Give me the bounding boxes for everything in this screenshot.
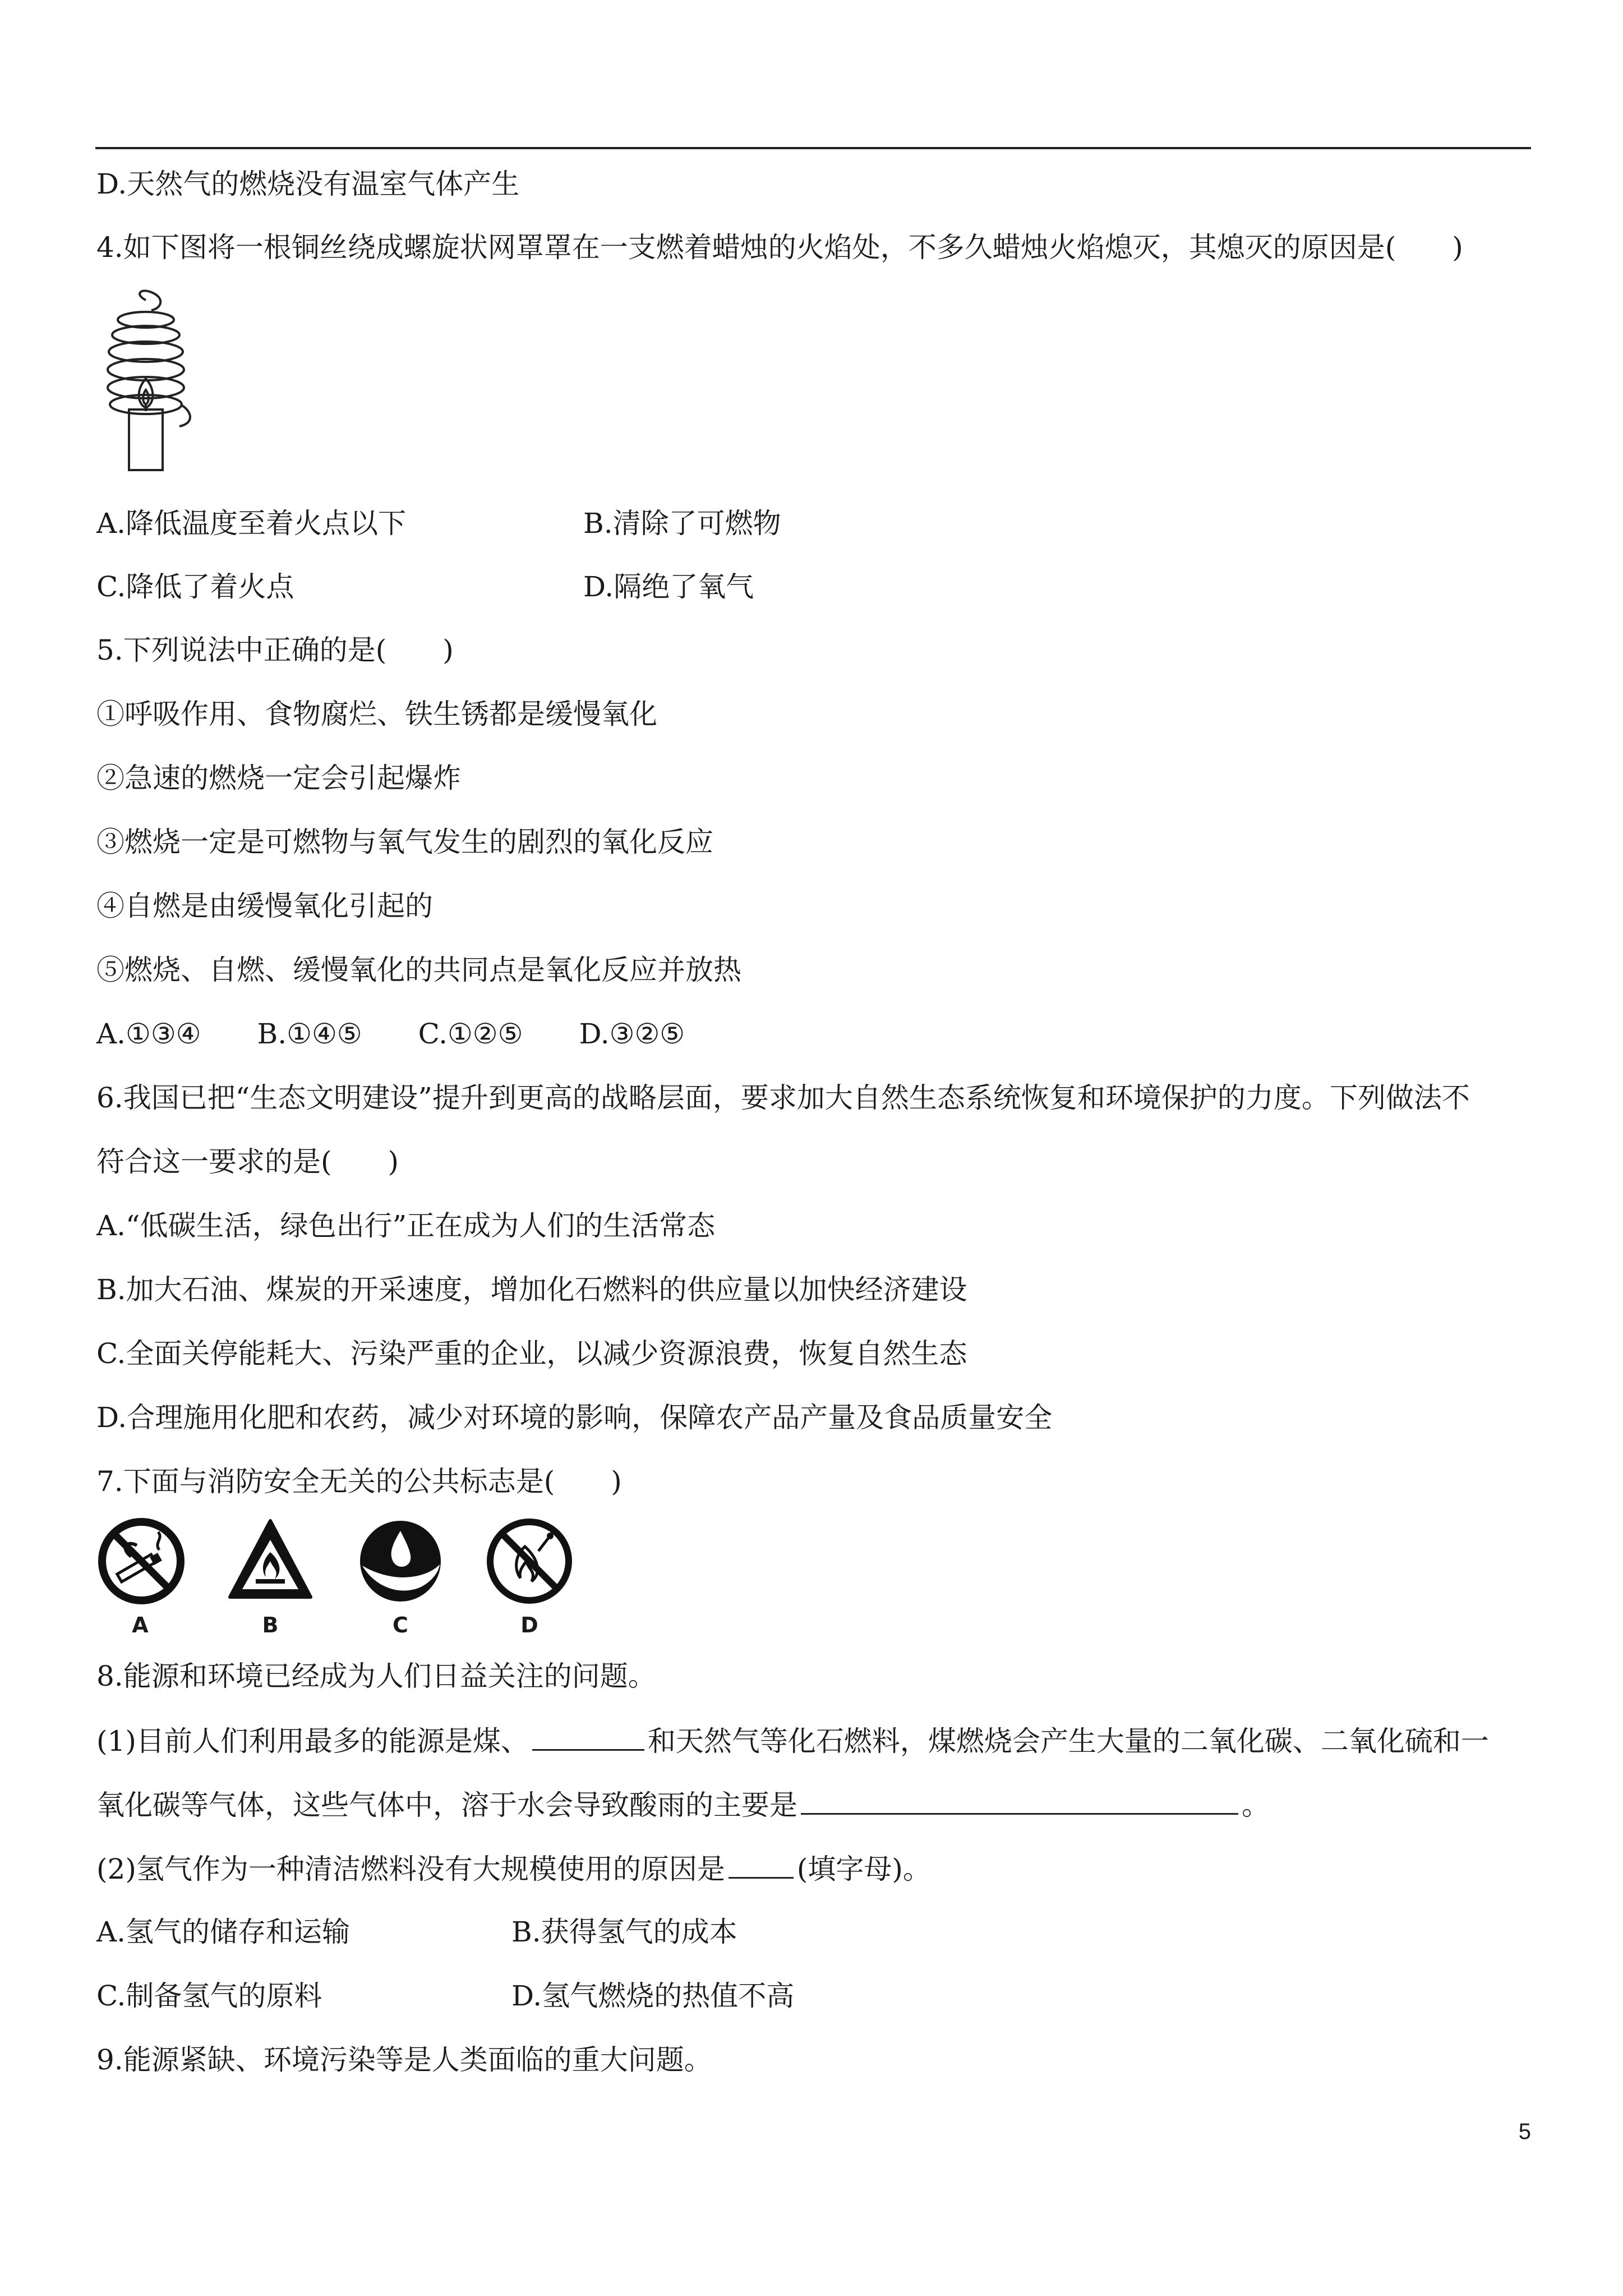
q5-stem: 5.下列说法中正确的是( ): [96, 634, 454, 666]
q8-blank-1[interactable]: [532, 1723, 644, 1751]
q8-part2: [96, 1851, 931, 1886]
q4-option-d: D.隔绝了氧气: [583, 570, 754, 603]
q8-part1-text-a: (1)目前人们利用最多的能源是煤、: [96, 1725, 529, 1757]
q5-option-c: C.①②⑤: [418, 1018, 523, 1050]
sign-label-a: A: [132, 1613, 149, 1637]
q5-statement-1: ①呼吸作用、食物腐烂、铁生锈都是缓慢氧化: [96, 698, 657, 730]
q5-option-b: B.①④⑤: [257, 1018, 362, 1050]
candle-copper-coil-figure: [95, 289, 208, 476]
q8-part2-text-b: (填字母)。: [796, 1853, 931, 1885]
q8-part1-line2: [96, 1787, 1270, 1822]
q6-option-a: A.“低碳生活，绿色出行”正在成为人们的生活常态: [96, 1209, 716, 1242]
q5-statement-2: ②急速的燃烧一定会引起爆炸: [96, 762, 461, 794]
no-fire-icon: [486, 1517, 573, 1605]
q4-stem: 4.如下图将一根铜丝绕成螺旋状网罩罩在一支燃着蜡烛的火焰处，不多久蜡烛火焰熄灭，其熄灭的原因是( ): [96, 231, 1463, 264]
q5-statement-3: ③燃烧一定是可燃物与氧气发生的剧烈的氧化反应: [96, 826, 713, 858]
q6-stem-line-2: 符合这一要求的是( ): [96, 1145, 399, 1178]
q8-part1-text-b: 和天然气等化石燃料，煤燃烧会产生大量的二氧化碳、二氧化硫和一: [647, 1725, 1489, 1757]
sign-label-d: D: [520, 1613, 538, 1637]
page-number: 5: [1518, 2119, 1531, 2144]
q9-stem: 9.能源紧缺、环境污染等是人类面临的重大问题。: [96, 2044, 712, 2076]
q6-option-d: D.合理施用化肥和农药，减少对环境的影响，保障农产品产量及食品质量安全: [96, 1401, 1053, 1434]
q8-option-d: D.氢气燃烧的热值不高: [511, 1980, 795, 2012]
q8-part1-line1: [96, 1723, 1489, 1758]
sign-label-b: B: [262, 1613, 279, 1637]
q8-part2-text-a: (2)氢气作为一种清洁燃料没有大规模使用的原因是: [96, 1853, 725, 1885]
q5-statement-4: ④自燃是由缓慢氧化引起的: [96, 890, 433, 922]
water-saving-icon: [357, 1517, 444, 1605]
candle-coil-icon: [95, 289, 208, 474]
q8-part1-line2-text: 氧化碳等气体，这些气体中，溶于水会导致酸雨的主要是: [96, 1789, 797, 1821]
q7-stem: 7.下面与消防安全无关的公共标志是( ): [96, 1465, 622, 1498]
q8-option-c: C.制备氢气的原料: [96, 1980, 322, 2012]
q4-option-c: C.降低了着火点: [96, 570, 294, 603]
q5-statement-5: ⑤燃烧、自燃、缓慢氧化的共同点是氧化反应并放热: [96, 954, 741, 986]
header-rule: [95, 147, 1531, 149]
q8-option-b: B.获得氢气的成本: [511, 1916, 737, 1948]
flammable-warning-icon: [227, 1517, 314, 1605]
q8-option-a: A.氢气的储存和运输: [96, 1916, 351, 1948]
q8-blank-2[interactable]: [801, 1787, 1238, 1815]
q8-blank-3[interactable]: [728, 1851, 794, 1879]
q5-option-d: D.③②⑤: [579, 1018, 685, 1050]
q6-stem-line-1: 6.我国已把“生态文明建设”提升到更高的战略层面，要求加大自然生态系统恢复和环境保护的力度。下列做法不: [96, 1082, 1470, 1114]
q3-option-d: D.天然气的燃烧没有温室气体产生: [96, 168, 520, 200]
q8-part1-line2-end: 。: [1242, 1789, 1270, 1821]
q4-option-a: A.降低温度至着火点以下: [96, 507, 407, 540]
q6-option-c: C.全面关停能耗大、污染严重的企业，以减少资源浪费，恢复自然生态: [96, 1337, 967, 1370]
q5-option-a: A.①③④: [96, 1018, 201, 1050]
q6-option-b: B.加大石油、煤炭的开采速度，增加化石燃料的供应量以加快经济建设: [96, 1273, 967, 1306]
q4-option-b: B.清除了可燃物: [583, 507, 781, 540]
q8-stem: 8.能源和环境已经成为人们日益关注的问题。: [96, 1660, 656, 1692]
sign-label-c: C: [393, 1613, 408, 1637]
q5-options: [96, 1017, 741, 1051]
no-smoking-icon: [98, 1517, 185, 1605]
